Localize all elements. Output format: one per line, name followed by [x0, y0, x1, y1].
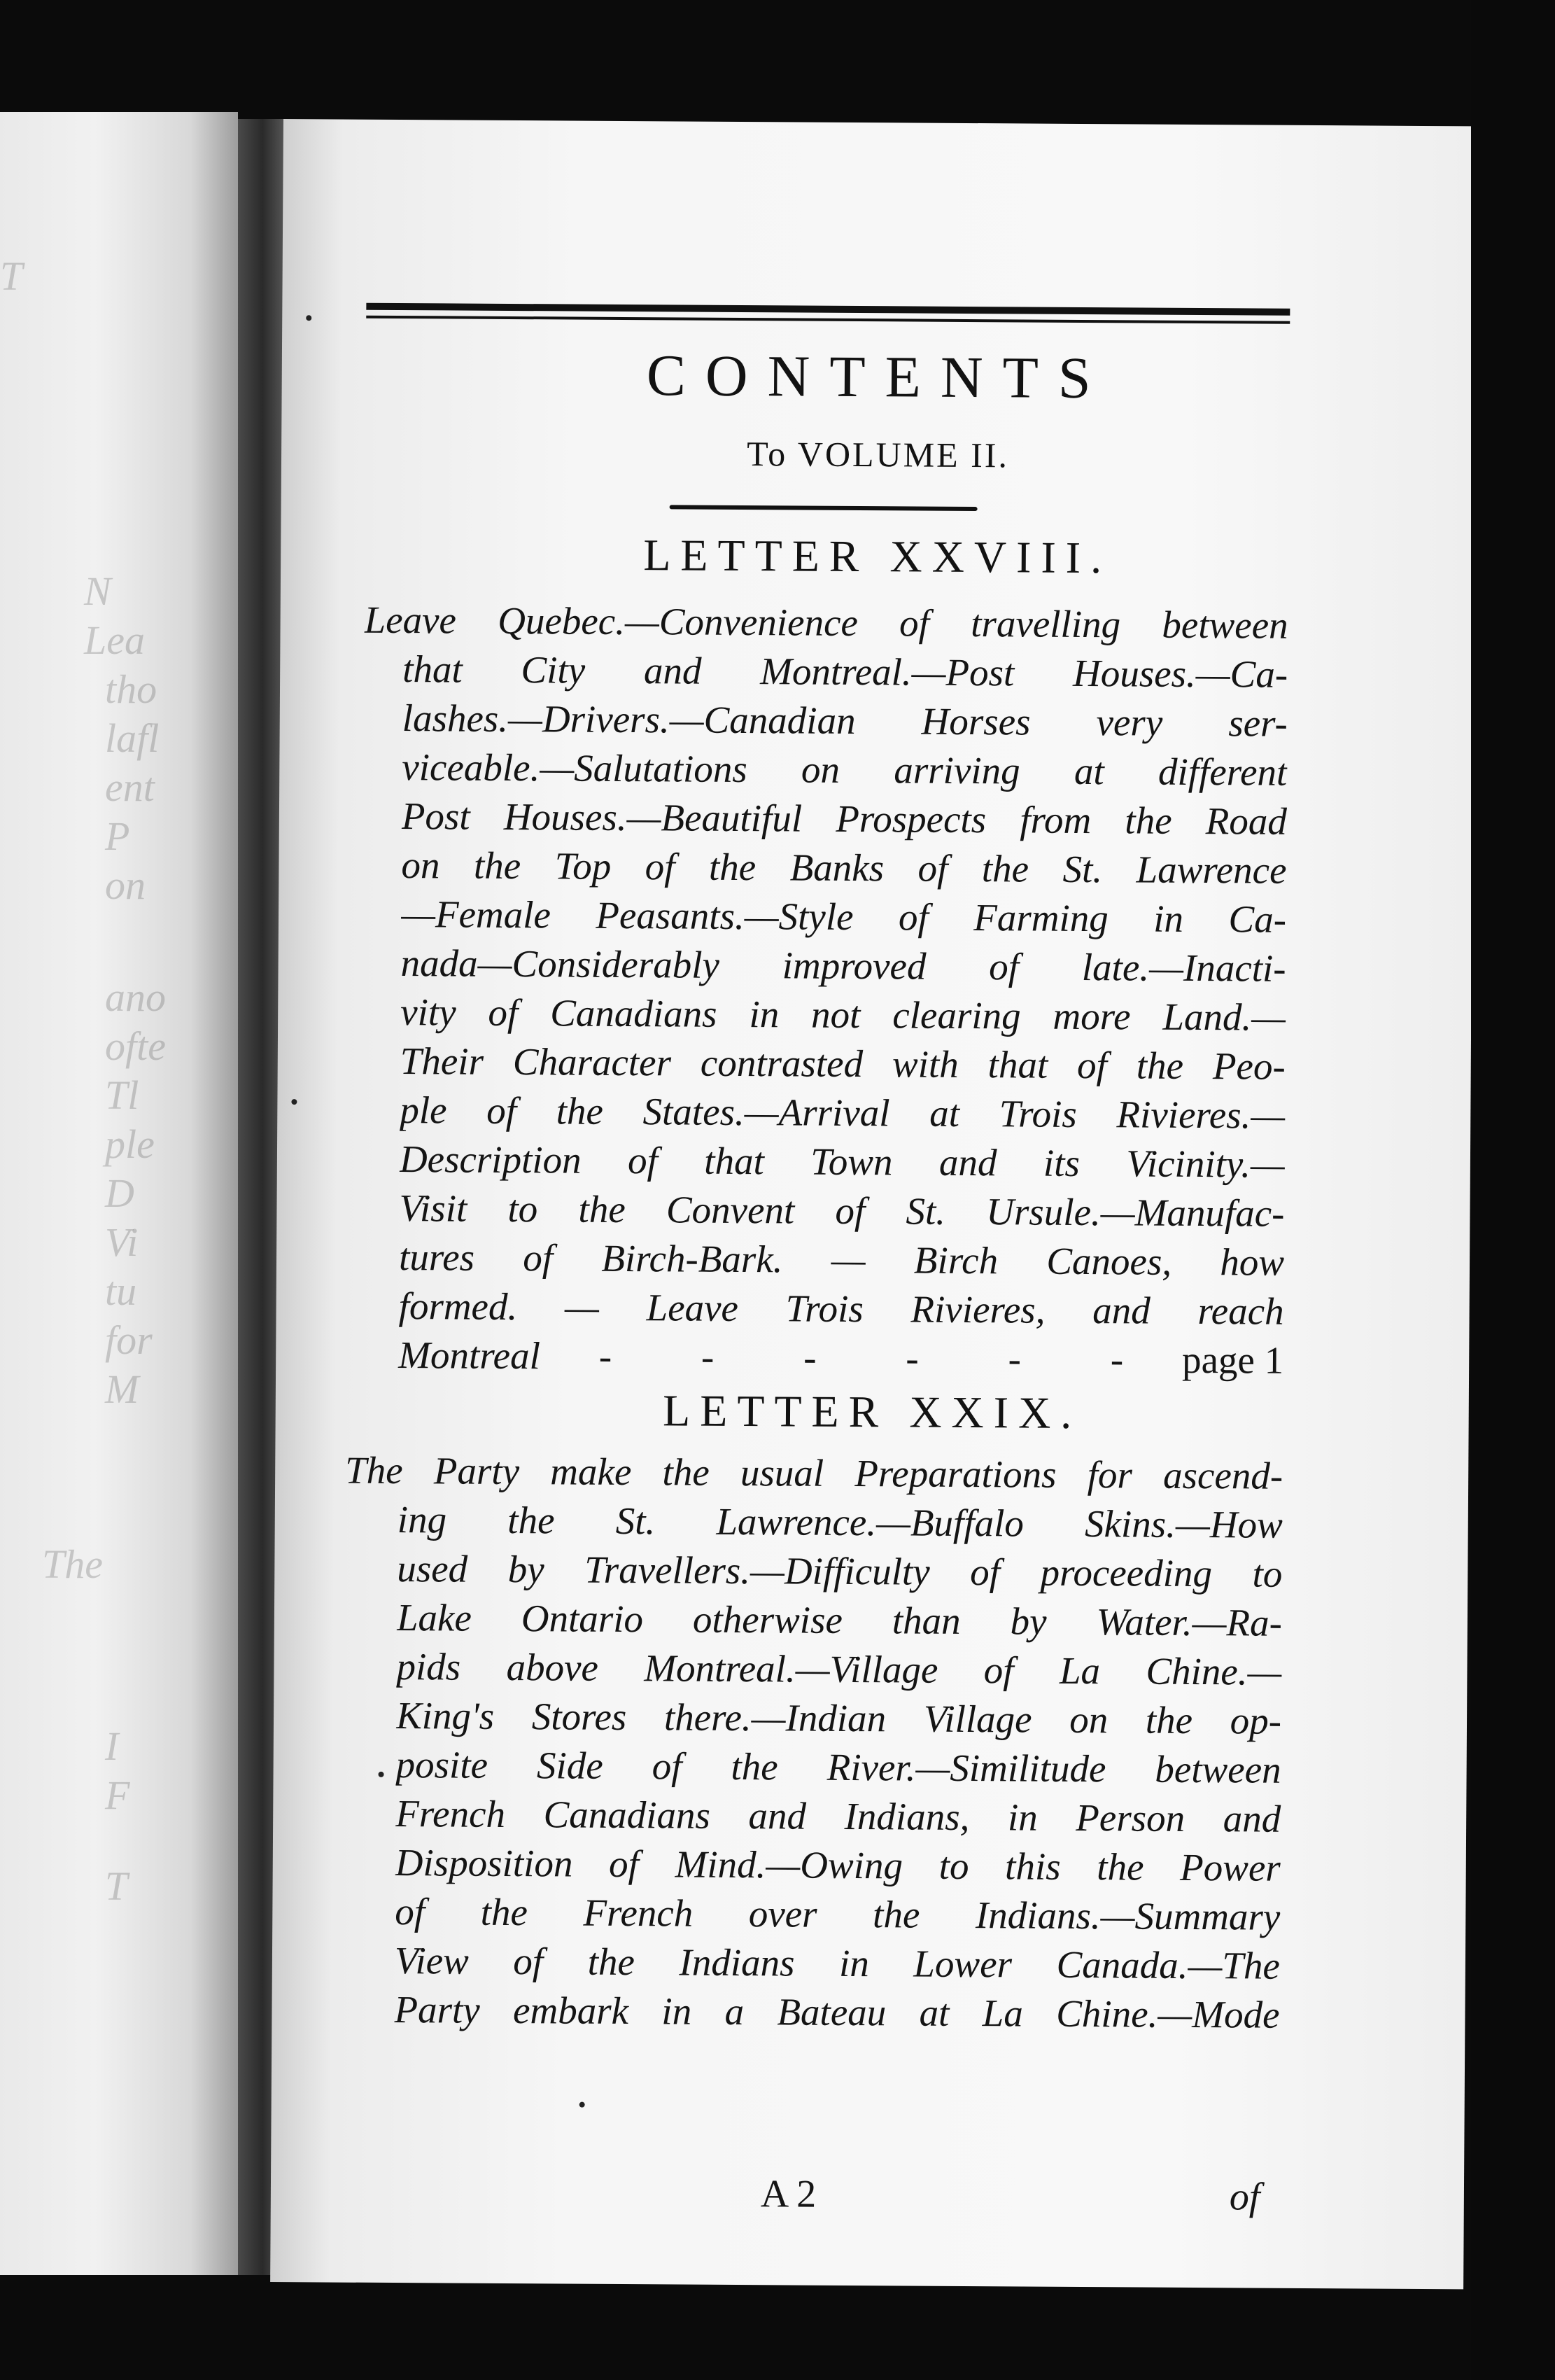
- summary-line: Description of that Town and its Vicinity.—: [399, 1138, 1286, 1186]
- left-page-edge: [0, 112, 238, 2275]
- summary-line: Post Houses.—Beautiful Prospects from the Road: [401, 794, 1288, 843]
- letter-heading: LETTER XXIX.: [662, 1385, 1082, 1438]
- summary-line: View of the Indians in Lower Canada.—The: [394, 1939, 1281, 1987]
- left-bleed-11: Tl: [105, 1072, 139, 1118]
- left-bleed-19: I: [105, 1723, 119, 1769]
- leader-dash: -: [803, 1336, 817, 1379]
- leader-dash: -: [701, 1335, 715, 1378]
- summary-line: pids above Montreal.—Village of La Chine.—: [396, 1645, 1282, 1693]
- left-bleed-9: ano: [105, 974, 166, 1020]
- left-bleed-4: tho: [105, 666, 157, 712]
- left-bleed-1: T: [0, 253, 23, 299]
- summary-line: formed. — Leave Trois Rivieres, and reach: [398, 1284, 1284, 1333]
- ink-speck: [379, 1772, 384, 1777]
- page-number: page 1: [1181, 1338, 1284, 1382]
- summary-line: vity of Canadians in not clearing more Land.—: [400, 990, 1286, 1039]
- summary-line: French Canadians and Indians, in Person and: [395, 1792, 1281, 1840]
- summary-line: —Female Peasants.—Style of Farming in Ca-: [400, 892, 1287, 941]
- summary-line: Disposition of Mind.—Owing to this the Power: [395, 1841, 1281, 1889]
- leader-dash: -: [1008, 1337, 1022, 1380]
- ink-speck: [579, 2102, 585, 2108]
- page-reference-row: [398, 1331, 1283, 1385]
- left-bleed-12: ple: [105, 1121, 155, 1167]
- left-bleed-16: for: [105, 1317, 153, 1363]
- summary-line: ing the St. Lawrence.—Buffalo Skins.—How: [397, 1498, 1283, 1546]
- summary-line: lashes.—Drivers.—Canadian Horses very ser-: [402, 696, 1288, 745]
- left-bleed-5: lafl: [105, 715, 160, 761]
- page-footer: [271, 2169, 1464, 2232]
- summary-line: that City and Montreal.—Post Houses.—Ca-: [402, 648, 1288, 696]
- ink-speck: [306, 315, 311, 321]
- summary-line: Party embark in a Bateau at La Chine.—Mode: [394, 1988, 1280, 2036]
- ink-speck: [291, 1099, 297, 1105]
- summary-line: King's Stores there.—Indian Village on the op-: [395, 1694, 1282, 1742]
- left-bleed-3: Lea: [84, 617, 145, 663]
- page-subtitle: To VOLUME II.: [746, 434, 1010, 475]
- left-bleed-13: D: [105, 1170, 134, 1216]
- left-bleed-8: on: [105, 862, 146, 908]
- left-bleed-10: ofte: [105, 1023, 166, 1069]
- left-bleed-6: ent: [105, 764, 155, 810]
- summary-line: ple of the States.—Arrival at Trois Rivieres.—: [400, 1088, 1286, 1137]
- signature-mark: A 2: [760, 2172, 817, 2216]
- summary-line: posite Side of the River.—Similitude between: [395, 1743, 1281, 1791]
- summary-line: of the French over the Indians.—Summary: [395, 1890, 1281, 1938]
- letter-heading: LETTER XXVIII.: [643, 530, 1112, 583]
- summary-line: Visit to the Convent of St. Ursule.—Manufac-: [399, 1186, 1285, 1235]
- summary-line: Their Character contrasted with that of the Peo-: [400, 1040, 1286, 1088]
- summary-line: Lake Ontario otherwise than by Water.—Ra-: [396, 1596, 1283, 1644]
- contents-page: [270, 119, 1477, 2289]
- scanner-background-right: [1471, 0, 1555, 2380]
- summary-line: The Party make the usual Preparations for ascend-: [345, 1448, 1283, 1497]
- left-bleed-20: F: [105, 1772, 130, 1818]
- left-bleed-14: Vi: [105, 1219, 139, 1265]
- left-bleed-7: P: [105, 813, 130, 859]
- top-rule-thin: [366, 316, 1290, 324]
- catchword: of: [1229, 2175, 1260, 2219]
- summary-line: viceable.—Salutations on arriving at different: [402, 746, 1288, 794]
- top-rule-thick: [366, 303, 1290, 316]
- left-bleed-15: tu: [105, 1268, 137, 1314]
- left-bleed-21: T: [105, 1863, 128, 1909]
- summary-line: on the Top of the Banks of the St. Lawrence: [401, 844, 1287, 892]
- summary-line: used by Travellers.—Difficulty of proceeding to: [397, 1547, 1283, 1595]
- leader-dashes: [540, 1331, 1183, 1385]
- page-ref-place: Montreal: [398, 1334, 541, 1378]
- summary-line: tures of Birch-Bark. — Birch Canoes, how: [398, 1236, 1285, 1284]
- left-bleed-17: M: [105, 1366, 139, 1412]
- leader-dash: -: [1110, 1338, 1124, 1381]
- page-title: CONTENTS: [646, 343, 1111, 412]
- left-bleed-2: N: [84, 568, 111, 614]
- leader-dash: -: [598, 1334, 612, 1378]
- leader-dash: -: [906, 1336, 919, 1380]
- summary-line: Leave Quebec.—Convenience of travelling between: [364, 598, 1288, 647]
- swelled-rule: [670, 505, 978, 511]
- summary-line: nada—Considerably improved of late.—Inacti-: [400, 941, 1286, 990]
- left-bleed-18: The: [42, 1541, 103, 1587]
